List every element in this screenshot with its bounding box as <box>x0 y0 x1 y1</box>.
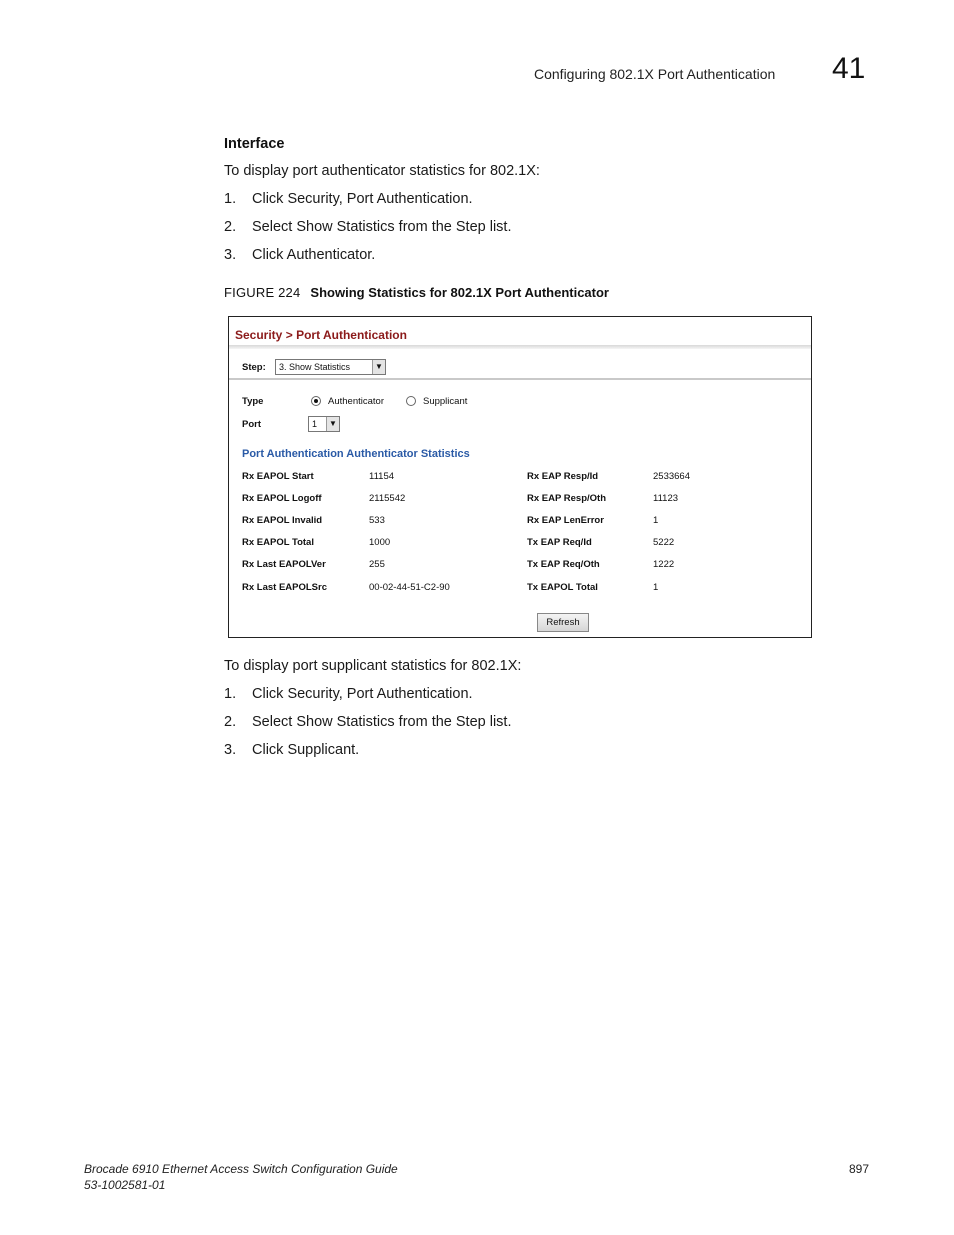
intro-supplicant: To display port supplicant statistics for 802.1X: <box>224 658 522 674</box>
stat-value: 255 <box>369 559 385 570</box>
footer-doc-number: 53-1002581-01 <box>84 1178 166 1192</box>
step-text: Click Security, Port Authentication. <box>252 191 473 207</box>
stat-label: Tx EAP Req/Id <box>527 537 592 548</box>
step-divider <box>229 378 811 380</box>
radio-supplicant[interactable] <box>406 396 416 406</box>
stat-label: Rx EAP LenError <box>527 515 604 526</box>
stat-label: Rx EAPOL Logoff <box>242 493 322 504</box>
step-text: Click Security, Port Authentication. <box>252 686 473 702</box>
stat-value: 1 <box>653 582 659 593</box>
stat-value: 5222 <box>653 537 675 548</box>
step-number: 2. <box>224 714 237 730</box>
breadcrumb-separator: > <box>285 328 293 342</box>
port-select[interactable] <box>308 416 340 432</box>
section-heading: Interface <box>224 136 285 152</box>
step-select-value: 3. Show Statistics <box>279 362 351 372</box>
intro-authenticator: To display port authenticator statistics for 802.1X: <box>224 163 540 179</box>
stat-value: 11123 <box>653 493 679 504</box>
radio-supplicant-label: Supplicant <box>423 396 468 407</box>
step-text: Select Show Statistics from the Step list. <box>252 714 512 730</box>
footer-doc-title: Brocade 6910 Ethernet Access Switch Configuration Guide <box>84 1162 398 1176</box>
step-number: 3. <box>224 742 237 758</box>
chapter-title: Configuring 802.1X Port Authentication <box>534 66 776 82</box>
figure-label: FIGURE 224 <box>224 285 301 300</box>
step-number: 2. <box>224 219 237 235</box>
ui-screenshot <box>228 316 812 638</box>
chapter-number: 41 <box>832 52 866 85</box>
stat-label: Rx EAP Resp/Oth <box>527 493 607 504</box>
stat-value: 2115542 <box>369 493 406 504</box>
header-divider <box>229 345 811 349</box>
port-select-value: 1 <box>312 419 318 429</box>
step-text: Click Authenticator. <box>252 247 376 263</box>
step-label: Step: <box>242 362 266 373</box>
stat-value: 00-02-44-51-C2-90 <box>369 582 450 593</box>
stat-label: Rx EAPOL Invalid <box>242 515 323 526</box>
stat-value: 11154 <box>369 471 395 482</box>
stat-label: Tx EAP Req/Oth <box>527 559 600 570</box>
step-text: Click Supplicant. <box>252 742 360 758</box>
figure-title: Showing Statistics for 802.1X Port Authenticator <box>310 285 609 300</box>
stat-value: 2533664 <box>653 471 690 482</box>
stat-label: Rx EAP Resp/Id <box>527 471 599 482</box>
breadcrumb <box>235 328 407 342</box>
chevron-down-icon[interactable]: ▼ <box>326 417 339 431</box>
refresh-button[interactable]: Refresh <box>537 613 589 632</box>
step-number: 1. <box>224 191 237 207</box>
stat-label: Rx EAPOL Total <box>242 537 314 548</box>
stat-label: Tx EAPOL Total <box>527 582 598 593</box>
breadcrumb-security[interactable]: Security <box>235 328 283 342</box>
step-text: Select Show Statistics from the Step list. <box>252 219 512 235</box>
step-select[interactable] <box>275 359 386 375</box>
breadcrumb-port-authentication[interactable]: Port Authentication <box>296 328 407 342</box>
stat-value: 1 <box>653 515 659 526</box>
page-number: 897 <box>849 1162 870 1176</box>
radio-authenticator[interactable] <box>311 396 321 406</box>
stat-value: 1000 <box>369 537 391 548</box>
step-number: 1. <box>224 686 237 702</box>
figure-caption <box>224 285 609 300</box>
radio-authenticator-label: Authenticator <box>328 396 384 407</box>
chevron-down-icon[interactable]: ▼ <box>372 360 385 374</box>
port-label: Port <box>242 419 261 430</box>
stat-label: Rx EAPOL Start <box>242 471 314 482</box>
stat-label: Rx Last EAPOLSrc <box>242 582 327 593</box>
type-label: Type <box>242 396 264 407</box>
stat-label: Rx Last EAPOLVer <box>242 559 326 570</box>
step-number: 3. <box>224 247 237 263</box>
stat-value: 1222 <box>653 559 675 570</box>
stat-value: 533 <box>369 515 385 526</box>
stats-title: Port Authentication Authenticator Statistics <box>242 448 470 460</box>
